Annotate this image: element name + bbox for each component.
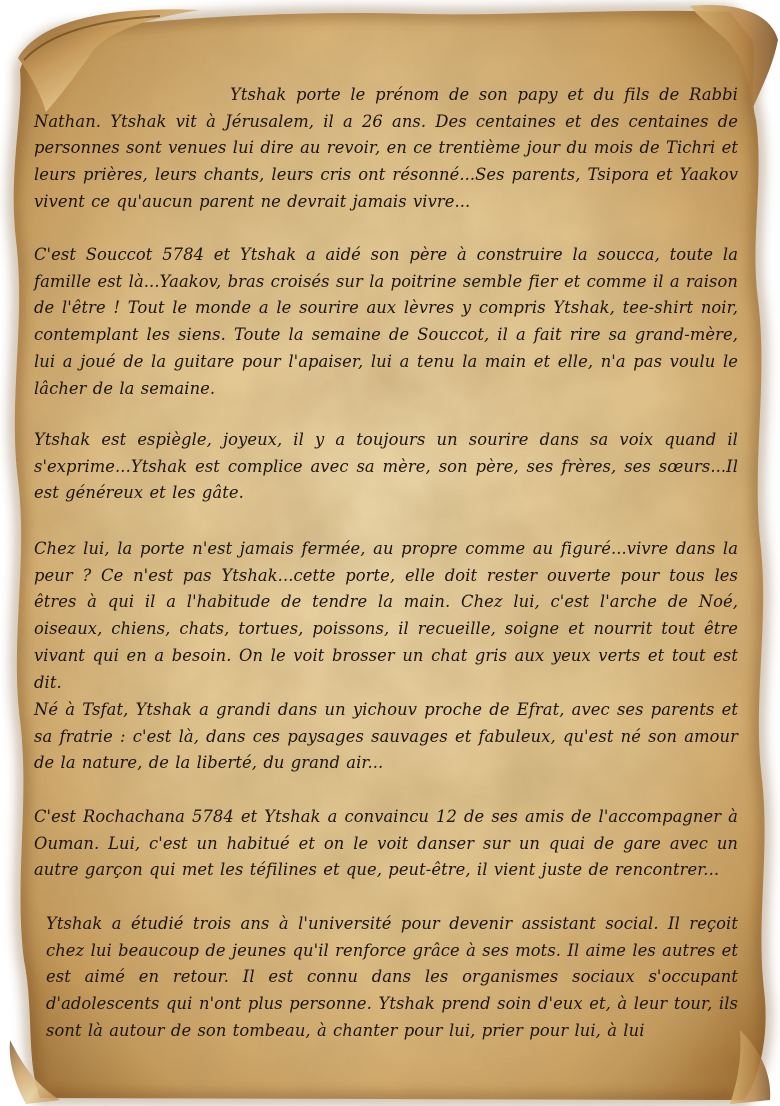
paragraph-2: C'est Souccot 5784 et Ytshak a aidé son père à construire la soucca, toute la famille est là...Yaakov, bras croisés sur la poitrine semble fier et comme il a raison de l'être ! Tout le monde a le sourire aux lèvres y compris Ytshak, tee-shirt noir, contemplant les siens. Toute la semaine de Souccot, il a fait rire sa grand-mère, lui a joué de la guitare pour l'apaiser, lui a tenu la main et elle, n'a pas voulu le lâcher de la semaine. bbox=[34, 245, 738, 398]
paragraph-1: Ytshak porte le prénom de son papy et du fils de Rabbi Nathan. Ytshak vit à Jérusalem, il a 26 ans. Des centaines et des centaines de personnes sont venues lui dire au revoir, en ce trentième jour du mois de Tichri et leurs prières, leurs chants, leurs cris ont résonné...Ses parents, Tsipora et Yaakov vivent ce qu'aucun parent ne devrait jamais vivre... bbox=[34, 85, 738, 211]
paragraph-5: Né à Tsfat, Ytshak a grandi dans un yichouv proche de Efrat, avec ses parents et sa fratrie : c'est là, dans ces paysages sauvages et fabuleux, qu'est né son amour de la nature, de la liberté, du grand air... bbox=[34, 700, 738, 773]
paragraph-3: Ytshak est espiègle, joyeux, il y a toujours un sourire dans sa voix quand il s'exprime...Ytshak est complice avec sa mère, son père, ses frères, ses sœurs...Il est généreux et les gâte. bbox=[34, 430, 738, 503]
paragraph-4: Chez lui, la porte n'est jamais fermée, au propre comme au figuré...vivre dans la peur ? Ce n'est pas Ytshak...cette porte, elle doit rester ouverte pour tous les êtres à qui il a l'habitude de tendre la main. Chez lui, c'est l'arche de Noé, oiseaux, chiens, chats, tortues, poissons, il recueille, soigne et nourrit tout être vivant qui en a besoin. On le voit brosser un chat gris aux yeux verts et tout est dit. bbox=[34, 539, 738, 692]
paragraph-7: Ytshak a étudié trois ans à l'université pour devenir assistant social. Il reçoit chez lui beaucoup de jeunes qu'il renforce grâce à ses mots. Il aime les autres et est aimé en retour. Il est connu dans les organismes sociaux s'occupant d'adolescents qui n'ont plus personne. Ytshak prend soin d'eux et, à leur tour, ils sont là autour de son tombeau, à chanter pour lui, prier pour lui, à lui bbox=[46, 914, 738, 1040]
paragraph-6: C'est Rochachana 5784 et Ytshak a convaincu 12 de ses amis de l'accompagner à Ouman. Lui, c'est un habitué et on le voit danser sur un quai de gare avec un autre garçon qui met les téfilines et que, peut-être, il vient juste de rencontrer... bbox=[34, 807, 738, 880]
